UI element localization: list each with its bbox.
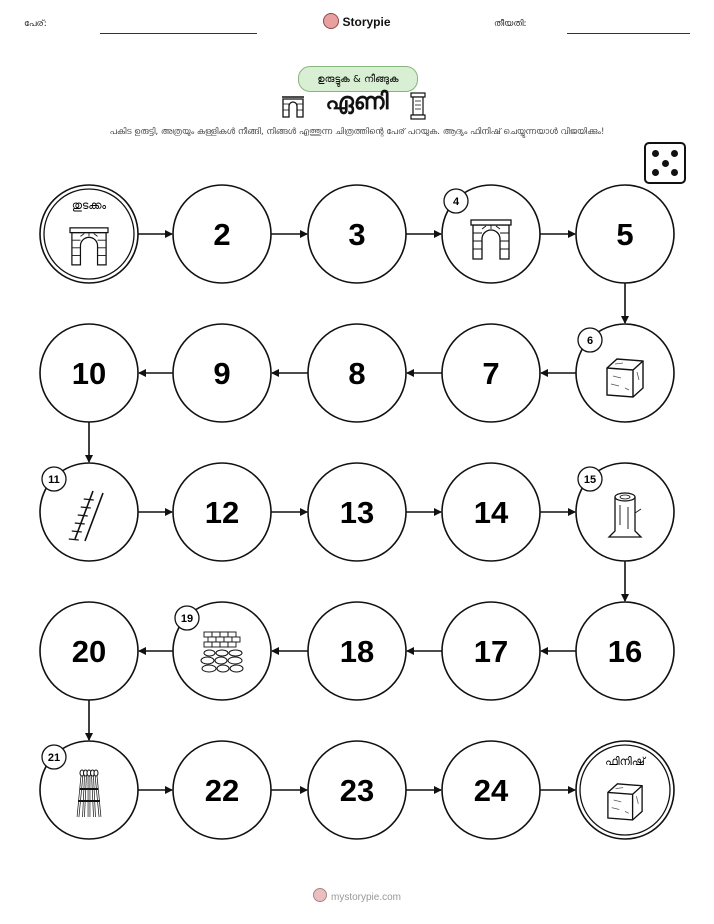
space-number: 18 xyxy=(339,634,375,669)
board-space[interactable] xyxy=(40,324,138,422)
space-number: 17 xyxy=(473,634,509,669)
board-space[interactable] xyxy=(308,324,406,422)
space-number: 8 xyxy=(348,356,366,391)
board-space[interactable] xyxy=(442,741,540,839)
board-space[interactable] xyxy=(442,185,540,283)
board-space[interactable] xyxy=(576,324,674,422)
board-space[interactable] xyxy=(442,324,540,422)
board-space[interactable] xyxy=(173,324,271,422)
space-number: 2 xyxy=(213,217,231,252)
start-label: തുടക്കം xyxy=(71,199,107,212)
start-space[interactable] xyxy=(40,185,138,283)
board-space[interactable] xyxy=(576,463,674,561)
finish-space[interactable] xyxy=(576,741,674,839)
date-label: തീയതി: xyxy=(494,19,527,29)
board-space[interactable] xyxy=(40,463,138,561)
instructions: പകിട ഉരുട്ടി, അത്രയും കള്ളികൾ നീങ്ങി, നിങ്ങൾ എത്തുന്ന ചിത്രത്തിന്റെ പേര് പറയുക. ആദ്യം ഫിനിഷ് ചെയ്യുന്നയാൾ വിജയിക്കും! xyxy=(109,127,605,137)
board-space[interactable] xyxy=(173,185,271,283)
space-number: 22 xyxy=(204,773,240,808)
board-space[interactable] xyxy=(442,602,540,700)
space-number: 10 xyxy=(71,356,107,391)
board-space[interactable] xyxy=(40,602,138,700)
board-space[interactable] xyxy=(576,602,674,700)
space-number: 14 xyxy=(473,495,509,530)
space-number: 11 xyxy=(48,474,60,486)
footer xyxy=(0,888,714,903)
storypie-footer-logo-icon xyxy=(313,888,327,902)
space-number: 15 xyxy=(583,474,597,486)
board-space[interactable] xyxy=(308,463,406,561)
block-icon xyxy=(608,784,642,820)
space-number: 4 xyxy=(452,196,460,208)
brand-name: Storypie xyxy=(342,15,391,29)
game-type-badge: ഉരുട്ടുക & നീങ്ങുക xyxy=(298,66,418,92)
space-number: 7 xyxy=(482,356,500,391)
board-space[interactable] xyxy=(173,602,271,700)
board-space[interactable] xyxy=(442,463,540,561)
page-title: ഏണി xyxy=(325,89,389,115)
space-number: 23 xyxy=(339,773,375,808)
board-space[interactable] xyxy=(576,185,674,283)
space-number: 5 xyxy=(616,217,634,252)
space-number: 21 xyxy=(47,752,61,764)
board-space[interactable] xyxy=(308,602,406,700)
finish-label: ഫിനിഷ് xyxy=(605,755,645,768)
space-number: 3 xyxy=(348,217,366,252)
space-number: 9 xyxy=(213,356,231,391)
space-number: 24 xyxy=(473,773,509,808)
space-number: 20 xyxy=(71,634,107,669)
board-space[interactable] xyxy=(40,741,138,839)
footer-site[interactable]: mystorypie.com xyxy=(330,892,401,903)
board-space[interactable] xyxy=(308,741,406,839)
space-number: 12 xyxy=(204,495,240,530)
space-number: 19 xyxy=(180,613,194,625)
space-number: 16 xyxy=(607,634,643,669)
space-number: 13 xyxy=(339,495,375,530)
block-icon xyxy=(607,359,643,397)
board-space[interactable] xyxy=(173,463,271,561)
board-space[interactable] xyxy=(308,185,406,283)
name-label: പേര്: xyxy=(24,19,47,29)
board-space[interactable] xyxy=(173,741,271,839)
space-number: 6 xyxy=(586,335,594,347)
